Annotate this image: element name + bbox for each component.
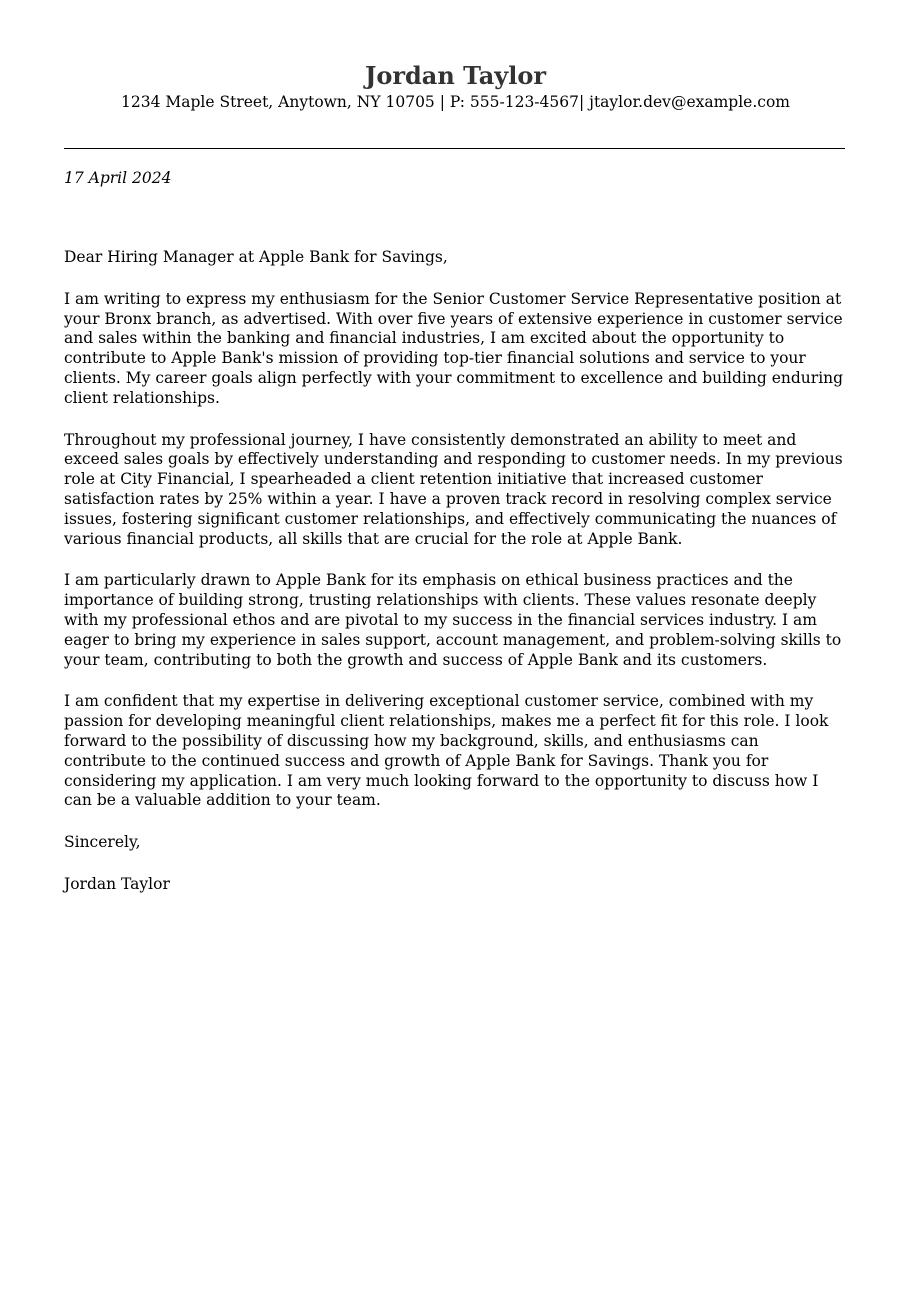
sender-name: Jordan Taylor bbox=[365, 61, 546, 90]
letter-header bbox=[0, 60, 911, 112]
sender-contact-line: 1234 Maple Street, Anytown, NY 10705 | P: 555-123-4567| jtaylor.dev@example.com bbox=[121, 93, 790, 111]
signature-name: Jordan Taylor bbox=[64, 874, 170, 893]
letter-date: 17 April 2024 bbox=[64, 169, 172, 187]
paragraph-4: I am confident that my expertise in delivering exceptional customer service, combined with my passion for developing meaningful client relationships, makes me a perfect fit for this role. I look forward to the possibility of discussing how my background, skills, and enthusiasms can contribute to the continued success and growth of Apple Bank for Savings. Thank you for considering my application. I am very much looking forward to the opportunity to discuss how I can be a valuable addition to your team. bbox=[64, 692, 829, 810]
header-divider bbox=[64, 148, 845, 149]
paragraph-2: Throughout my professional journey, I have consistently demonstrated an ability to meet and exceed sales goals by effectively understanding and responding to customer needs. In my previous role at City Financial, I spearheaded a client retention initiative that increased customer satisfaction rates by 25% within a year. I have a proven track record in resolving complex service issues, fostering significant customer relationships, and effectively communicating the nuances of various financial products, all skills that are crucial for the role at Apple Bank. bbox=[64, 430, 843, 548]
letter-body bbox=[64, 248, 845, 917]
closing: Sincerely, bbox=[64, 833, 141, 852]
paragraph-3: I am particularly drawn to Apple Bank for its emphasis on ethical business practices and the importance of building strong, trusting relationships with clients. These values resonate deeply with my professional ethos and are pivotal to my success in the financial services industry. I am eager to bring my experience in sales support, account management, and problem-solving skills to your team, contributing to both the growth and success of Apple Bank and its customers. bbox=[64, 571, 842, 669]
salutation: Dear Hiring Manager at Apple Bank for Savings, bbox=[64, 248, 448, 266]
paragraph-1: I am writing to express my enthusiasm for the Senior Customer Service Representative position at your Bronx branch, as advertised. With over five years of extensive experience in customer service and sales within the banking and financial industries, I am excited about the opportunity to contribute to Apple Bank's mission of providing top-tier financial solutions and service to your clients. My career goals align perfectly with your commitment to excellence and building enduring client relationships. bbox=[64, 289, 844, 407]
